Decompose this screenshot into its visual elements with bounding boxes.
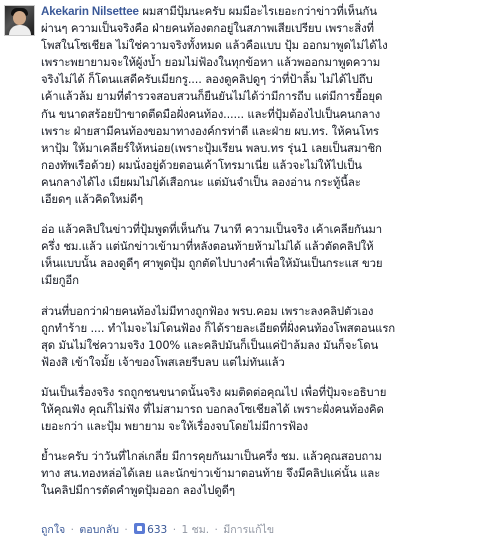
comment-line: ครึ่ง ชม.แล้ว แต่นักข่าวเข้ามาที่หลังตอนท้ายห้ามไม่ได้ แล้วตัดคลิปให้ xyxy=(41,239,374,254)
comment-line: หาปุ้ม ให้มาเคลียร์ให้หน่อย(เพราะปุ้มเรียน พลบ.ทร รุ่น1 เลยเป็นสมาชิก xyxy=(41,140,382,155)
comment-line: ฟ้องสิ เข้าใจมั้ย เจ้าของโพสเลยรีบลบ แต่ไม่ทันแล้ว xyxy=(41,354,285,369)
author-name-link[interactable]: Akekarin Nilsettee xyxy=(41,5,139,18)
comment-line xyxy=(41,3,472,20)
paragraph-gap xyxy=(41,208,472,221)
comment-line: ย้ำนะครับ ว่าวันที่ไกล่เกลี่ย มีการคุยกันมาเป็นครึ่ง ชม. แล้วคุณสอบถาม xyxy=(41,449,382,464)
comment-line: คนกลางได้ไง เมียผมไม่ได้เสือกนะ แต่มันจำเป็น ลองอ่าน กระทู้นี้ละ xyxy=(41,174,361,189)
timestamp[interactable]: 1 ชม. xyxy=(181,524,210,536)
thumbs-up-icon xyxy=(134,523,145,534)
separator: · xyxy=(172,524,177,536)
comment-line: จริงไม่ได้ ก็โดนแสดีครับเมียกรู.... ลองดูคลิปดูๆ ว่าที่ป้าลิ้ม ไม่ได้ไปถึบ xyxy=(41,72,373,87)
comment-body xyxy=(41,3,472,499)
author-avatar[interactable] xyxy=(4,5,35,36)
avatar-head xyxy=(13,11,26,25)
comment-line: ทาง สน.ทองหล่อได้เลย และนักข่าวเข้ามาตอนท้าย จึงมีคลิปแค่นั้น และ xyxy=(41,466,381,481)
comment-line: เห็นแบบนั้น ลองดูดีๆ ศาพูดปุ้ม ถูกตัดไปบางคำเพื่อให้มันเป็นกระแส ขวย xyxy=(41,256,383,271)
edited-label[interactable]: มีการแก้ไข xyxy=(223,524,275,536)
comment-line: กัน ขนาดสร้อยป้าขาดตีดมือฝั่งคนท้อง...... และที่ปุ้มต้องไปเป็นคนกลาง xyxy=(41,106,381,121)
like-count[interactable]: 633 xyxy=(147,524,168,536)
comment-line: ส่วนที่บอกว่าฝ่ายคนท้องไม่มีทางถูกฟ้อง พรบ.คอม เพราะลงคลิปตัวเอง xyxy=(41,303,374,318)
avatar-body xyxy=(9,25,31,36)
comment-line: โพสในโซเชียล ไม่ใช่ความจริงทั้งหมด แล้วคือแบบ ปุ้ม ออกมาพูดไม่ได้ไง xyxy=(41,38,388,53)
separator: · xyxy=(70,524,74,536)
comment-line: ผ่านๆ ความเป็นจริงคือ ฝ่ายคนท้องตกอยู่ในสภาพเสียเปรียบ เพราะสิ่งที่ xyxy=(41,21,374,36)
paragraph-gap xyxy=(41,435,472,448)
comment-line: มันเป็นเรื่องจริง รถถูกชนขนาดนั้นจริง ผมติดต่อคุณไป เพื่อที่ปุ้มจะอธิบาย xyxy=(41,384,387,399)
paragraph-gap xyxy=(41,290,472,303)
comment-line: เค้าแล้วล้ม ยามที่ตำรวจสอบสวนก็ยืนยันไม่ได้ว่ามีการถีบ แต่มีการยื้อยุด xyxy=(41,89,383,104)
comment-line: สุด มันไม่ใช่ความจริง 100% และคลิปมันก็เป็นแค่ป้าล้มลง มันก็จะโดน xyxy=(41,337,379,352)
reply-link[interactable]: ตอบกลับ xyxy=(79,524,119,536)
comment-line: อ่อ แล้วคลิปในข่าวที่ปุ้มพูดที่เห็นกัน 7นาที ความเป็นจริง เค้าเคลียกันมา xyxy=(41,222,383,237)
paragraph-gap xyxy=(41,371,472,384)
comment-line: เอียดๆ แล้วคิดใหม่ดีๆ xyxy=(41,192,143,207)
comment-text: ผมสามีปุ้มนะครับ ผมมีอะไรเยอะกว่าข่าวที่เห็นกัน xyxy=(142,4,377,18)
comment-line: ถูกทำร้าย .... ทำไมจะไม่โดนฟ้อง ก็ได้รายละเอียดที่ฝั่งคนท้องโพสตอนแรก xyxy=(41,320,396,335)
comment-line: เพราะพยายามจะให้ผู้งบ้ำ ยอมไม่ฟ้องในทุกข้อหา แล้วพออกมาพูดความ xyxy=(41,55,381,70)
comment-line: เพราะ ฝ่ายสามีคนท้องขอมาทางองค์กรท่าตี และฝ่าย ผบ.ทร. ให้คนโทร xyxy=(41,123,379,138)
separator: · xyxy=(214,524,218,536)
comment-line: เมียกูอีก xyxy=(41,273,79,288)
comment-line: เยอะกว่า และปุ้ม พยายาม จะให้เรื่องจบโดยไม่มีการฟ้อง xyxy=(41,419,308,434)
comment-line: กองทัพเรือด้วย) ผมนั่งอยู่ด้วยตอนเค้าโทรมาเนี่ย แล้วจะไม่ให้ไปเป็น xyxy=(41,157,362,172)
comment-line: ในคลิปมีการตัดคำพูดปุ้มออก ลองไปดูดีๆ xyxy=(41,483,235,498)
comment-actions xyxy=(41,521,472,539)
separator: · xyxy=(124,524,128,536)
comment-line: ให้คุณฟัง คุณก็ไม่ฟัง ที่ไม่สามารถ บอกลงโซเชียลได้ เพราะฝั่งคนท้องคิด xyxy=(41,401,384,416)
like-link[interactable]: ถูกใจ xyxy=(41,524,66,536)
